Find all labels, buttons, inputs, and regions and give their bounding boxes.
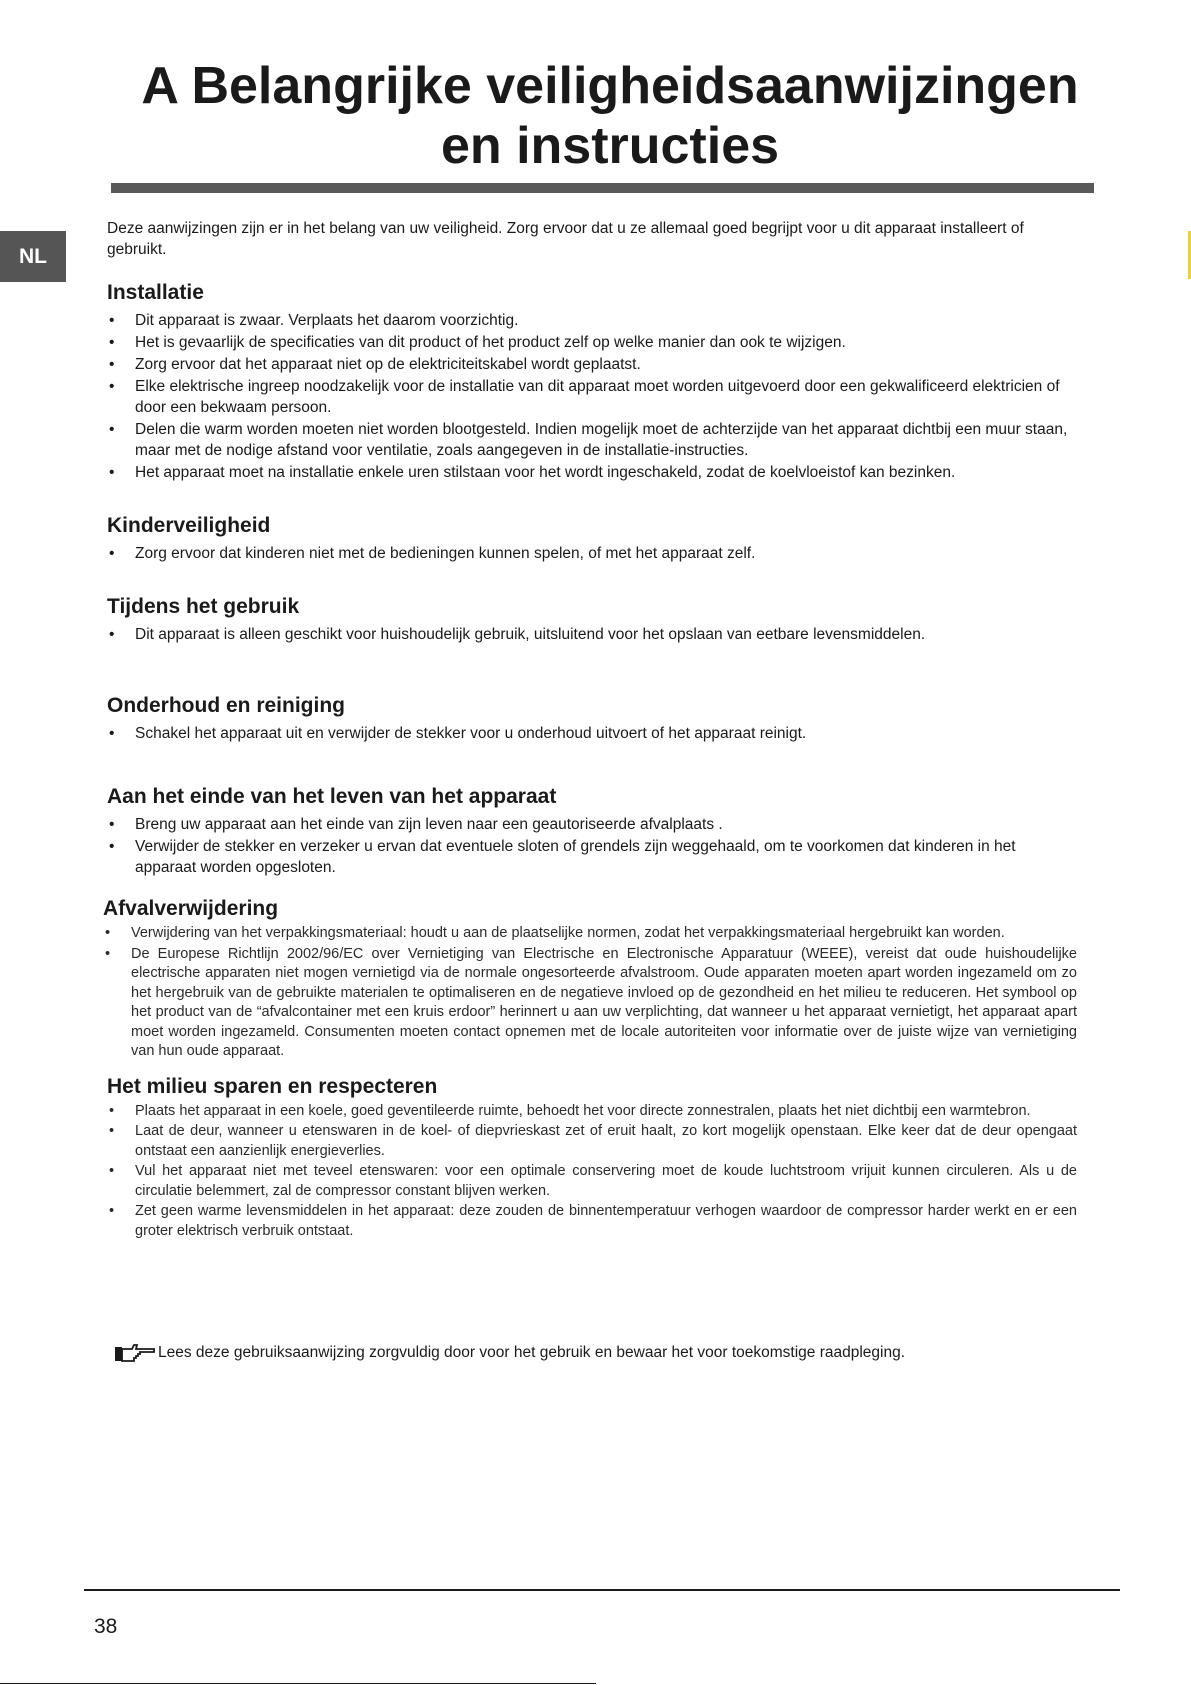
section-milieu: [107, 1074, 1077, 1242]
footer-divider: [84, 1589, 1120, 1591]
list-item: • Verwijder de stekker en verzeker u ervan dat eventuele sloten of grendels zijn weggehaald, om te voorkomen dat kinderen in het apparaat worden opgesloten.: [107, 836, 1077, 878]
section-title: Afvalverwijdering: [103, 897, 279, 920]
section-title: Installatie: [107, 281, 204, 304]
bullet-list: [107, 814, 1077, 878]
list-item: • Het apparaat moet na installatie enkele uren stilstaan voor het wordt ingeschakeld, zodat de koelvloeistof kan bezinken.: [107, 462, 1077, 483]
bullet-list: [107, 624, 1077, 645]
section-title: Kinderveiligheid: [107, 514, 271, 537]
list-item: • Zorg ervoor dat het apparaat niet op de elektriciteitskabel wordt geplaatst.: [107, 354, 1077, 375]
list-item: • Delen die warm worden moeten niet worden blootgesteld. Indien mogelijk moet de achterzijde van het apparaat dichtbij een muur staan, maar met de nodige afstand voor ventilatie, zoals aangegeven in de installatie-instructies.: [107, 419, 1077, 461]
list-item: • Schakel het apparaat uit en verwijder de stekker voor u onderhoud uitvoert of het apparaat reinigt.: [107, 723, 1077, 744]
list-item: • Elke elektrische ingreep noodzakelijk voor de installatie van dit apparaat moet worden uitgevoerd door een gekwalificeerd elektricien of door een bekwaam persoon.: [107, 376, 1077, 418]
bullet-list: [103, 924, 1077, 1062]
page-number: 38: [94, 1615, 118, 1638]
section-afvalverwijdering: [103, 896, 1077, 1062]
list-item: • Zet geen warme levensmiddelen in het apparaat: deze zouden de binnentemperatuur verhogen waardoor de compressor harder werkt en er een groter elektrisch verbruik ontstaat.: [107, 1202, 1077, 1241]
list-item: • Het is gevaarlijk de specificaties van dit product of het product zelf op welke manier dan ook te wijzigen.: [107, 332, 1077, 353]
bullet-list: [107, 723, 1077, 744]
list-item: • Vul het apparaat niet met teveel etenswaren: voor een optimale conservering moet de koude luchtstroom vrijuit kunnen circuleren. Als u de circulatie belemmert, zal de compressor constant blijven werken.: [107, 1162, 1077, 1201]
list-item: • Dit apparaat is zwaar. Verplaats het daarom voorzichtig.: [107, 310, 1077, 331]
main-content: [103, 218, 1077, 1271]
bullet-list: [107, 310, 1077, 483]
section-tijdens-het-gebruik: [107, 594, 1077, 645]
section-title: Tijdens het gebruik: [107, 595, 300, 618]
list-item: • De Europese Richtlijn 2002/96/EC over Vernietiging van Electrische en Electronische Apparatuur (WEEE), vereist dat oude huishoudelijke electrische apparaten niet mogen vernietigd via de normale ongesorteerde afvalstroom. Oude apparaten moeten apart worden ingezameld om zo het hergebruik van de gebruikte materialen te optimaliseren en de negatieve invloed op de gezondheid en het milieu te reduceren. Het symbool op het product van de “afvalcontainer met een kruis erdoor” herinnert u aan uw verplichting, dat wanneer u het apparaat vernietigt, het apparaat apart moet worden ingezameld. Consumenten moeten contact opnemen met de locale autoriteiten voor informatie over de juiste wijze van vernietiging van hun oude apparaat.: [103, 945, 1077, 1062]
pointing-hand-icon: [114, 1342, 156, 1364]
page-title: [110, 56, 1110, 176]
list-item: • Zorg ervoor dat kinderen niet met de bedieningen kunnen spelen, of met het apparaat zelf.: [107, 543, 1077, 564]
bullet-list: [107, 1102, 1077, 1242]
section-installatie: [107, 280, 1077, 483]
section-einde-levensduur: [107, 784, 1077, 878]
title-divider: [111, 183, 1094, 193]
section-onderhoud: [107, 693, 1077, 744]
list-item: • Breng uw apparaat aan het einde van zijn leven naar een geautoriseerde afvalplaats .: [107, 814, 1077, 835]
list-item: • Laat de deur, wanneer u etenswaren in de koel- of diepvrieskast zet of eruit haalt, zo kort mogelijk openstaan. Elke keer dat de deur opengaat ontstaat een aanzienlijk energieverlies.: [107, 1122, 1077, 1161]
section-kinderveiligheid: [107, 513, 1077, 564]
bottom-edge-line: [0, 1683, 596, 1684]
reading-note: [114, 1342, 905, 1364]
list-item: • Dit apparaat is alleen geschikt voor huishoudelijk gebruik, uitsluitend voor het opslaan van eetbare levensmiddelen.: [107, 624, 1077, 645]
intro-text: Deze aanwijzingen zijn er in het belang van uw veiligheid. Zorg ervoor dat u ze allemaal goed begrijpt voor u dit apparaat installeert of gebruikt.: [107, 220, 1024, 258]
page-title-line2: en instructies: [440, 117, 780, 175]
page-title-line1: A Belangrijke veiligheidsaanwijzingen: [141, 57, 1079, 115]
bullet-list: [107, 543, 1077, 564]
section-title: Het milieu sparen en respecteren: [107, 1074, 438, 1098]
list-item: • Verwijdering van het verpakkingsmateriaal: houdt u aan de plaatselijke normen, zodat het verpakkingsmateriaal hergebruikt kan worden.: [103, 924, 1077, 944]
section-title: Onderhoud en reiniging: [107, 694, 345, 717]
reading-note-text: Lees deze gebruiksaanwijzing zorgvuldig door voor het gebruik en bewaar het voor toekomstige raadpleging.: [158, 1344, 906, 1361]
list-item: • Plaats het apparaat in een koele, goed geventileerde ruimte, behoedt het voor directe zonnestralen, plaats het niet dichtbij een warmtebron.: [107, 1102, 1077, 1122]
language-tab: NL: [0, 231, 66, 282]
section-title: Aan het einde van het leven van het apparaat: [107, 785, 557, 808]
